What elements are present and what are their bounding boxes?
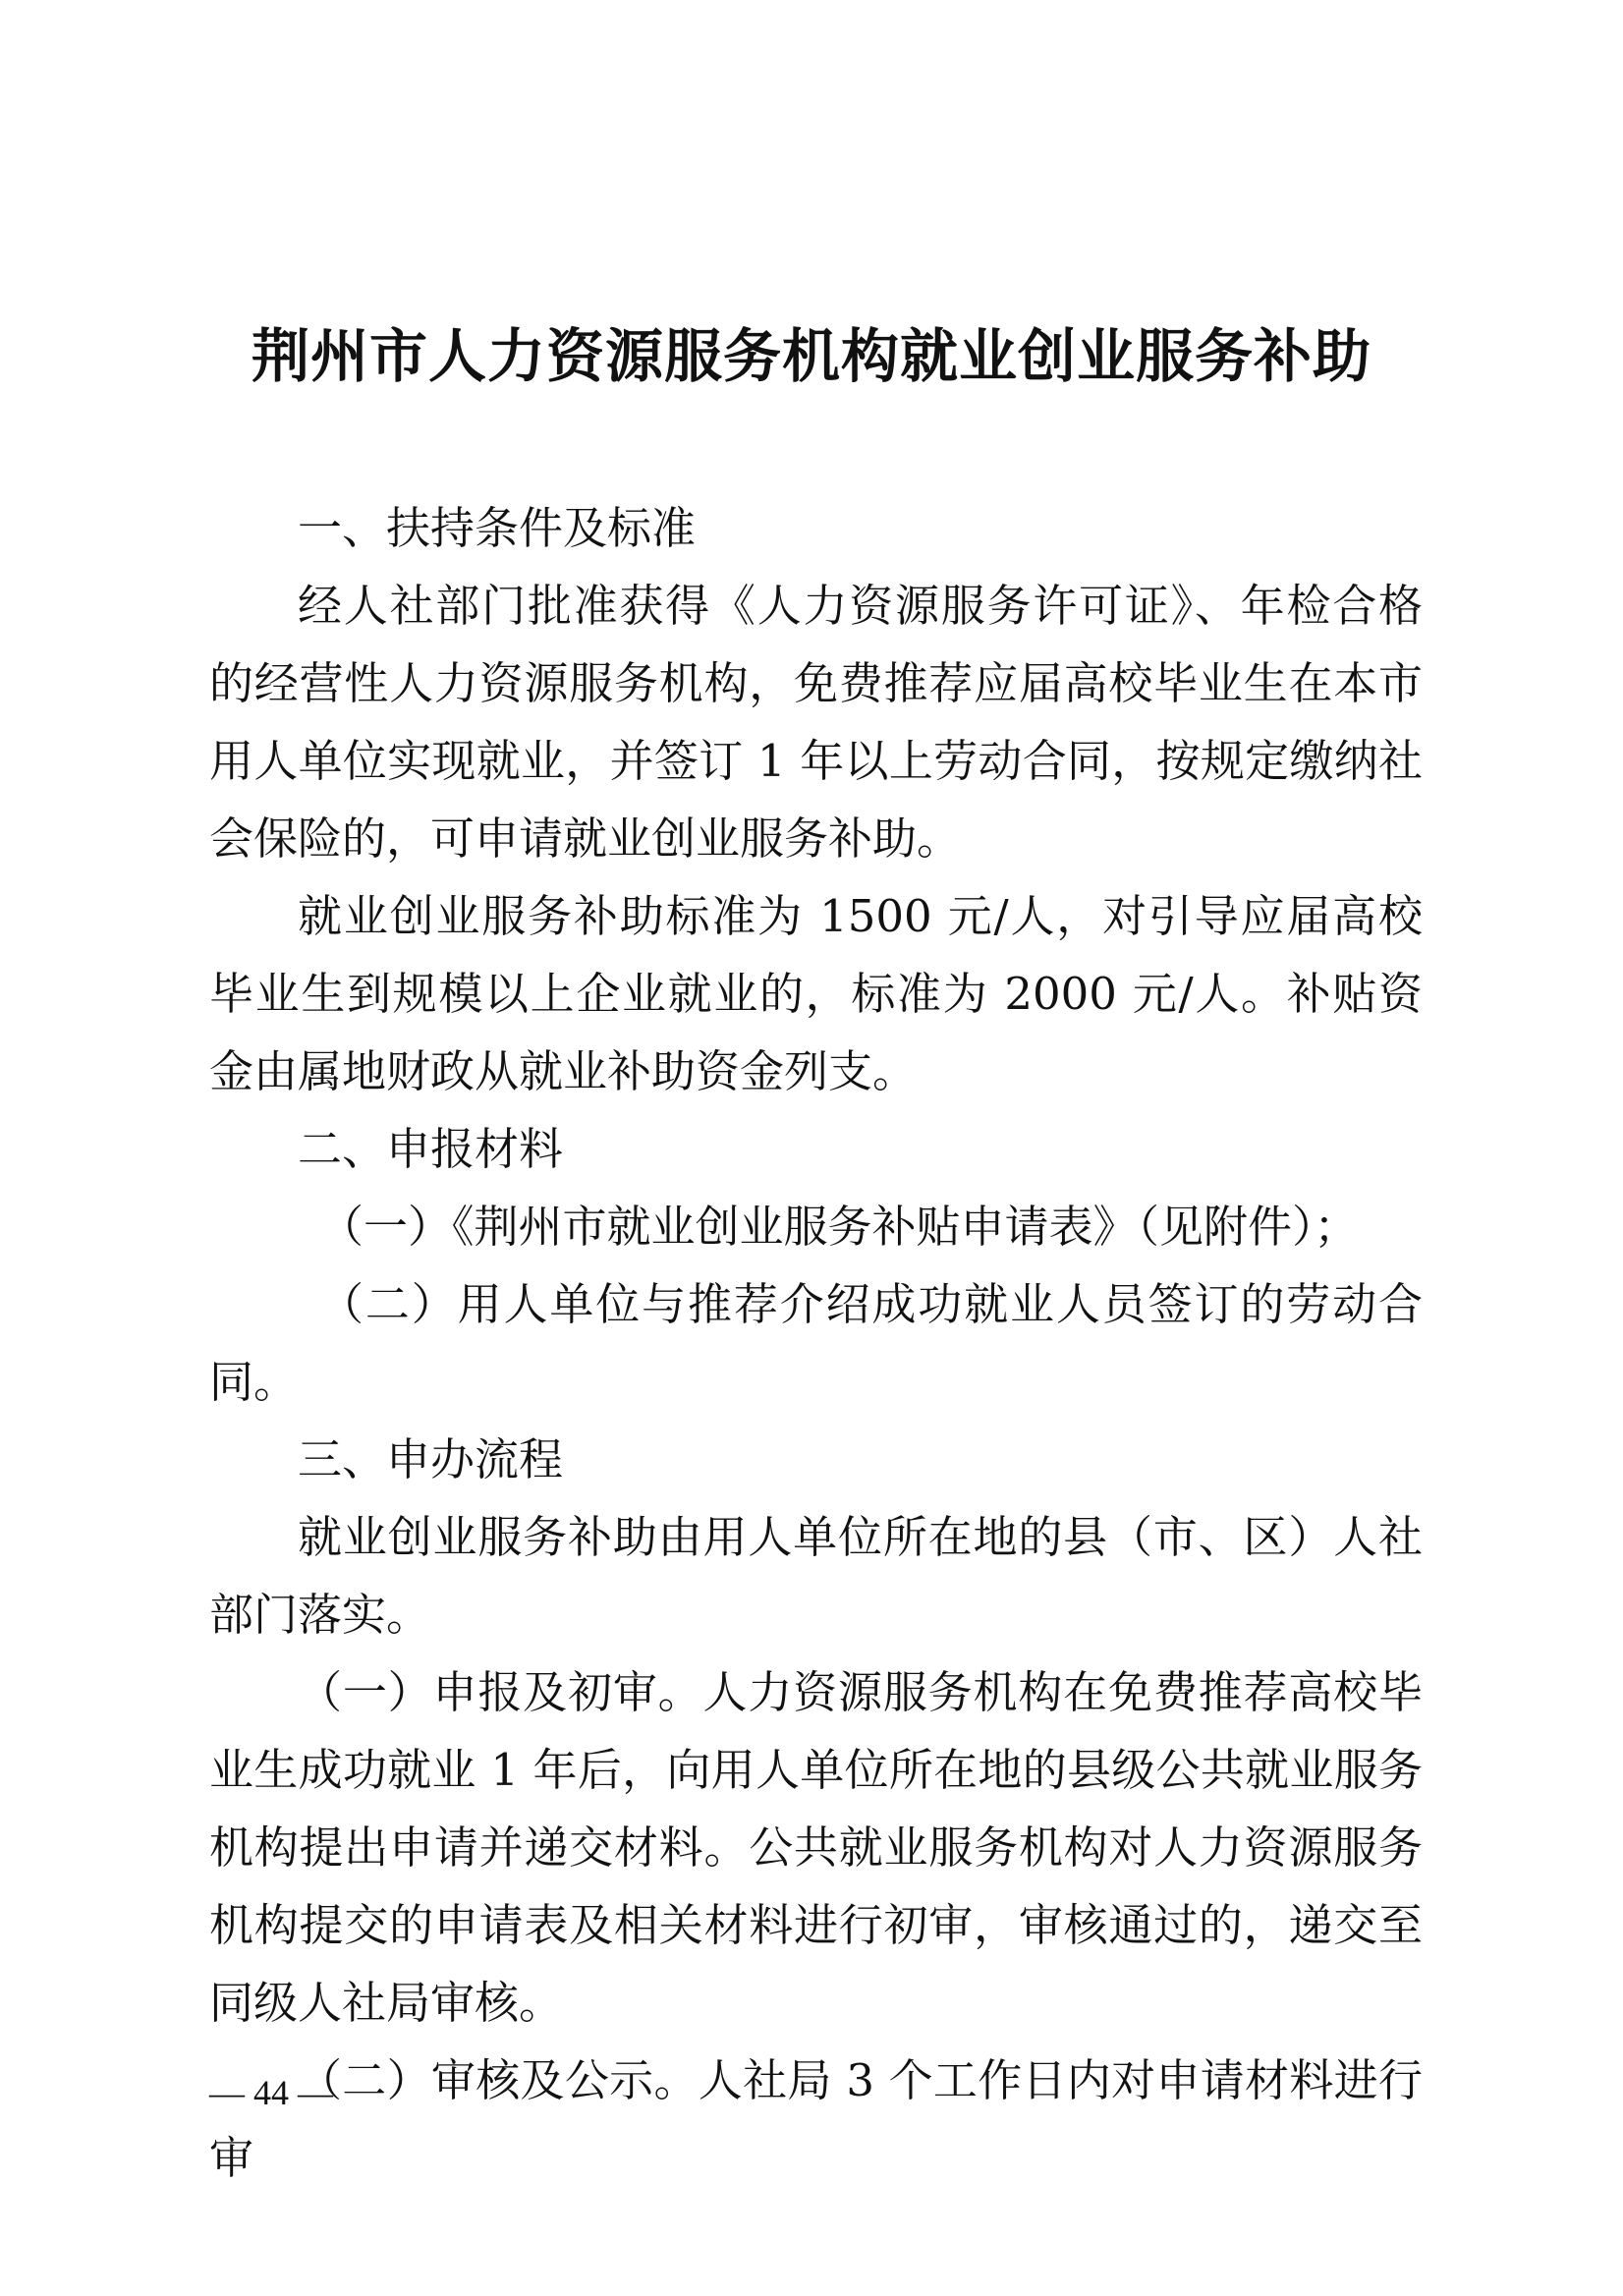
paragraph-standard: 就业创业服务补助标准为 1500 元/人，对引导应届高校毕业生到规模以上企业就业的，标准为 2000 元/人。补贴资金由属地财政从就业补助资金列支。: [209, 890, 1423, 1097]
document-body: [209, 489, 1423, 2197]
paragraph-process-intro: 就业创业服务补助由用人单位所在地的县（市、区）人社部门落实。: [209, 1511, 1423, 1641]
paragraph-eligibility: 经人社部门批准获得《人力资源服务许可证》、年检合格的经营性人力资源服务机构，免费推荐应届高校毕业生在本市用人单位实现就业，并签订 1 年以上劳动合同，按规定缴纳社会保险的，可申请就业创业服务补助。: [209, 580, 1423, 865]
document-title: 荆州市人力资源服务机构就业创业服务补助: [251, 322, 1371, 390]
paragraph-process-step-1: （一）申报及初审。人力资源服务机构在免费推荐高校毕业生成功就业 1 年后，向用人单位所在地的县级公共就业服务机构提出申请并递交材料。公共就业服务机构对人力资源服务机构提交的申请表及相关材料进行初审，审核通过的，递交至同级人社局审核。: [209, 1666, 1423, 2029]
section-heading-3: 三、申办流程: [298, 1433, 564, 1485]
section-heading-2: 二、申报材料: [298, 1123, 564, 1175]
material-item-1: （一）《荆州市就业创业服务补贴申请表》（见附件）；: [319, 1201, 1359, 1253]
paragraph-process-step-2: （二）审核及公示。人社局 3 个工作日内对申请材料进行审: [209, 2054, 1423, 2184]
material-item-2: （二）用人单位与推荐介绍成功就业人员签订的劳动合同。: [209, 1278, 1423, 1408]
section-heading-1: 一、扶持条件及标准: [298, 502, 697, 554]
page-number: — 44 —: [209, 2073, 333, 2112]
